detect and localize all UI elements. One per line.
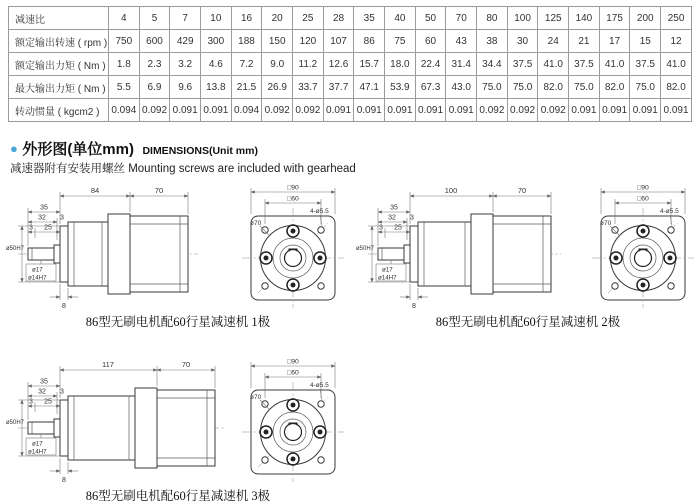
front-view-drawing-3	[240, 354, 346, 484]
drawing-1-stage	[6, 180, 350, 330]
cell-value: 600	[139, 30, 170, 53]
drawing-1-caption: 86型无刷电机配60行星减速机 1极	[85, 315, 271, 329]
cell-value: 1.8	[109, 53, 140, 76]
section-subtitle-cn: 减速器附有安装用螺丝	[10, 163, 125, 175]
cell-value: 0.091	[323, 99, 354, 122]
cell-value: 0.092	[538, 99, 569, 122]
cell-value: 20	[262, 7, 293, 30]
dim-pilot-diameter: ø50H7	[6, 420, 25, 426]
cell-value: 75.0	[630, 76, 661, 99]
section-heading	[10, 138, 258, 159]
cell-value: 12.6	[323, 53, 354, 76]
cell-value: 25	[293, 7, 324, 30]
cell-value: 0.091	[630, 99, 661, 122]
dim-pilot-diameter: ø50H7	[356, 246, 375, 252]
cell-value: 5	[139, 7, 170, 30]
dim-motor-length: 70	[181, 360, 191, 369]
cell-value: 4.6	[201, 53, 232, 76]
cell-value: 100	[507, 7, 538, 30]
dim-square-90: □90	[287, 358, 299, 366]
section-subtitle	[10, 160, 356, 176]
cell-value: 24	[538, 30, 569, 53]
cell-value: 0.092	[139, 99, 170, 122]
cell-value: 175	[599, 7, 630, 30]
cell-value: 35	[354, 7, 385, 30]
cell-value: 0.091	[385, 99, 416, 122]
section-title-cn: 外形图(单位mm)	[22, 141, 134, 158]
dim-35: 35	[40, 204, 48, 212]
dim-gear-length: 100	[444, 186, 458, 195]
dim-35: 35	[40, 378, 48, 386]
cell-value: 34.4	[477, 53, 508, 76]
cell-value: 250	[661, 7, 692, 30]
cell-value: 37.5	[569, 53, 600, 76]
cell-value: 22.4	[415, 53, 446, 76]
dim-square-90: □90	[637, 184, 649, 192]
cell-value: 125	[538, 7, 569, 30]
row-label: 转动惯量 ( kgcm2 )	[9, 99, 109, 122]
cell-value: 86	[354, 30, 385, 53]
dim-square-60: □60	[287, 195, 299, 203]
dim-motor-length: 70	[154, 186, 164, 195]
dim-8: 8	[62, 303, 66, 310]
cell-value: 0.092	[507, 99, 538, 122]
spec-table	[8, 6, 692, 122]
cell-value: 67.3	[415, 76, 446, 99]
cell-value: 7.2	[231, 53, 262, 76]
cell-value: 70	[446, 7, 477, 30]
cell-value: 0.091	[661, 99, 692, 122]
cell-value: 0.092	[262, 99, 293, 122]
cell-value: 38	[477, 30, 508, 53]
cell-value: 9.6	[170, 76, 201, 99]
cell-value: 17	[599, 30, 630, 53]
dim-3b: 3	[29, 224, 33, 232]
table-row	[9, 53, 692, 76]
cell-value: 75.0	[569, 76, 600, 99]
cell-value: 0.094	[109, 99, 140, 122]
cell-value: 43.0	[446, 76, 477, 99]
dim-mount-holes: 4-ø5.5	[310, 382, 329, 389]
side-view-drawing-3	[6, 354, 234, 484]
cell-value: 82.0	[661, 76, 692, 99]
cell-value: 5.5	[109, 76, 140, 99]
cell-value: 50	[415, 7, 446, 30]
table-row	[9, 7, 692, 30]
cell-value: 15	[630, 30, 661, 53]
row-label: 最大输出力矩 ( Nm )	[9, 76, 109, 99]
section-title-en: DIMENSIONS(Unit mm)	[142, 145, 258, 157]
dim-3b: 3	[379, 224, 383, 232]
cell-value: 150	[262, 30, 293, 53]
cell-value: 33.7	[293, 76, 324, 99]
cell-value: 13.8	[201, 76, 232, 99]
cell-value: 80	[477, 7, 508, 30]
dim-3a: 3	[60, 388, 64, 396]
drawing-2-stage	[356, 180, 700, 330]
cell-value: 10	[201, 7, 232, 30]
dim-bore-diameter: ø14H7	[378, 274, 397, 282]
dim-gear-length: 117	[102, 360, 114, 369]
cell-value: 188	[231, 30, 262, 53]
table-row	[9, 99, 692, 122]
dim-3b: 3	[29, 398, 33, 406]
dim-motor-length: 70	[517, 186, 527, 195]
cell-value: 0.094	[231, 99, 262, 122]
cell-value: 300	[201, 30, 232, 53]
cell-value: 9.0	[262, 53, 293, 76]
dim-bore-diameter: ø14H7	[28, 448, 47, 456]
dim-25: 25	[44, 224, 52, 232]
drawing-3-stage	[6, 354, 350, 504]
section-subtitle-en: Mounting screws are included with gearhead	[128, 163, 356, 175]
cell-value: 0.091	[446, 99, 477, 122]
cell-value: 82.0	[599, 76, 630, 99]
dim-gear-length: 84	[90, 186, 100, 195]
dim-pilot-circle: ø70	[250, 394, 262, 401]
dim-shaft-diameter: ø17	[32, 440, 43, 448]
dim-32: 32	[38, 214, 46, 222]
dim-shaft-diameter: ø17	[32, 266, 43, 274]
cell-value: 750	[109, 30, 140, 53]
bullet-icon: ●	[10, 141, 18, 156]
dim-8: 8	[62, 477, 66, 484]
cell-value: 12	[661, 30, 692, 53]
dim-pilot-circle: ø70	[600, 220, 612, 227]
cell-value: 75	[385, 30, 416, 53]
cell-value: 0.091	[354, 99, 385, 122]
cell-value: 82.0	[538, 76, 569, 99]
cell-value: 0.092	[293, 99, 324, 122]
cell-value: 18.0	[385, 53, 416, 76]
cell-value: 41.0	[599, 53, 630, 76]
cell-value: 107	[323, 30, 354, 53]
cell-value: 31.4	[446, 53, 477, 76]
dim-25: 25	[44, 398, 52, 406]
front-view-drawing-1	[240, 180, 346, 310]
dim-25: 25	[394, 224, 402, 232]
cell-value: 40	[385, 7, 416, 30]
dim-8: 8	[412, 303, 416, 310]
table-row	[9, 30, 692, 53]
dim-square-90: □90	[287, 184, 299, 192]
dim-square-60: □60	[637, 195, 649, 203]
front-view-drawing-2	[590, 180, 696, 310]
cell-value: 429	[170, 30, 201, 53]
cell-value: 6.9	[139, 76, 170, 99]
cell-value: 26.9	[262, 76, 293, 99]
cell-value: 37.5	[507, 53, 538, 76]
cell-value: 21.5	[231, 76, 262, 99]
cell-value: 140	[569, 7, 600, 30]
cell-value: 11.2	[293, 53, 324, 76]
side-view-drawing-2	[356, 180, 584, 310]
row-label: 额定输出转速 ( rpm )	[9, 30, 109, 53]
dim-mount-holes: 4-ø5.5	[310, 208, 329, 215]
drawing-3-caption: 86型无刷电机配60行星减速机 3极	[85, 489, 271, 503]
dim-35: 35	[390, 204, 398, 212]
cell-value: 0.091	[201, 99, 232, 122]
dim-pilot-diameter: ø50H7	[6, 246, 25, 252]
cell-value: 28	[323, 7, 354, 30]
dim-3a: 3	[410, 214, 414, 222]
cell-value: 30	[507, 30, 538, 53]
cell-value: 0.092	[477, 99, 508, 122]
cell-value: 0.091	[569, 99, 600, 122]
cell-value: 7	[170, 7, 201, 30]
dim-pilot-circle: ø70	[250, 220, 262, 227]
cell-value: 4	[109, 7, 140, 30]
cell-value: 16	[231, 7, 262, 30]
cell-value: 120	[293, 30, 324, 53]
cell-value: 43	[446, 30, 477, 53]
dim-32: 32	[38, 388, 46, 396]
dim-32: 32	[388, 214, 396, 222]
dim-mount-holes: 4-ø5.5	[660, 208, 679, 215]
dim-shaft-diameter: ø17	[382, 266, 393, 274]
cell-value: 15.7	[354, 53, 385, 76]
cell-value: 41.0	[661, 53, 692, 76]
table-row	[9, 76, 692, 99]
dim-bore-diameter: ø14H7	[28, 274, 47, 282]
cell-value: 200	[630, 7, 661, 30]
cell-value: 75.0	[507, 76, 538, 99]
cell-value: 41.0	[538, 53, 569, 76]
cell-value: 0.091	[599, 99, 630, 122]
cell-value: 53.9	[385, 76, 416, 99]
cell-value: 0.091	[170, 99, 201, 122]
row-label: 额定输出力矩 ( Nm )	[9, 53, 109, 76]
cell-value: 0.091	[415, 99, 446, 122]
side-view-drawing-1	[6, 180, 234, 310]
drawing-2-caption: 86型无刷电机配60行星减速机 2极	[435, 315, 621, 329]
cell-value: 37.7	[323, 76, 354, 99]
row-label: 减速比	[9, 7, 109, 30]
cell-value: 37.5	[630, 53, 661, 76]
dim-3a: 3	[60, 214, 64, 222]
dim-square-60: □60	[287, 369, 299, 377]
cell-value: 47.1	[354, 76, 385, 99]
cell-value: 60	[415, 30, 446, 53]
cell-value: 2.3	[139, 53, 170, 76]
cell-value: 3.2	[170, 53, 201, 76]
cell-value: 21	[569, 30, 600, 53]
cell-value: 75.0	[477, 76, 508, 99]
